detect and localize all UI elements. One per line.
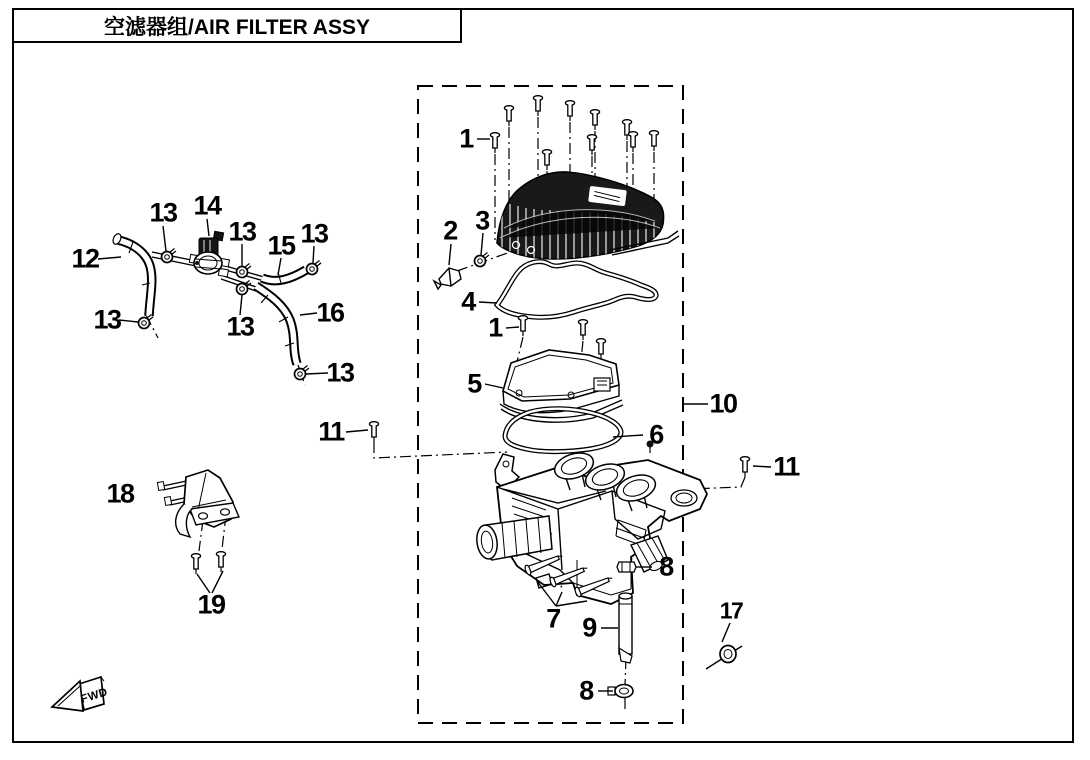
bracket-drawing: [157, 470, 239, 593]
air-filter-cover-drawing: [497, 172, 679, 261]
page-title: 空滤器组/AIR FILTER ASSY: [103, 15, 370, 39]
part-label-13-e: 13: [226, 311, 254, 342]
part-label-19: 19: [197, 589, 225, 620]
part-label-5: 5: [467, 368, 481, 399]
part-label-9: 9: [582, 612, 596, 643]
part-label-1-element-screws: 1: [488, 312, 502, 343]
part-label-13-f: 13: [326, 357, 354, 388]
part-label-8-top: 8: [659, 551, 673, 582]
part-label-12: 12: [71, 243, 99, 274]
part-label-15: 15: [267, 230, 295, 261]
part-label-13-b: 13: [228, 216, 256, 247]
breather-part-drawing: [434, 253, 489, 290]
part-label-7: 7: [546, 603, 560, 634]
part-label-16: 16: [316, 297, 344, 328]
gasket-4-drawing: [497, 262, 656, 318]
fwd-label: FWD: [79, 686, 110, 706]
gasket-6-drawing: [505, 409, 621, 452]
part-label-13-d: 13: [93, 304, 121, 335]
part-label-14: 14: [193, 190, 221, 221]
part-label-13-a: 13: [149, 197, 177, 228]
fwd-arrow: [52, 677, 109, 711]
part-label-11-right: 11: [773, 451, 799, 482]
part-label-17: 17: [719, 597, 743, 624]
part-label-4: 4: [461, 286, 475, 317]
part-label-1-cover-screws: 1: [459, 123, 473, 154]
part-label-11-left: 11: [318, 416, 344, 447]
part-label-18: 18: [106, 478, 134, 509]
filter-element-drawing: [500, 350, 623, 422]
part-label-2: 2: [443, 215, 457, 246]
part-label-6: 6: [649, 419, 663, 450]
part-label-3: 3: [475, 205, 489, 236]
part-label-13-c: 13: [300, 218, 328, 249]
part-label-10: 10: [709, 388, 737, 419]
part-label-8-bottom: 8: [579, 675, 593, 706]
